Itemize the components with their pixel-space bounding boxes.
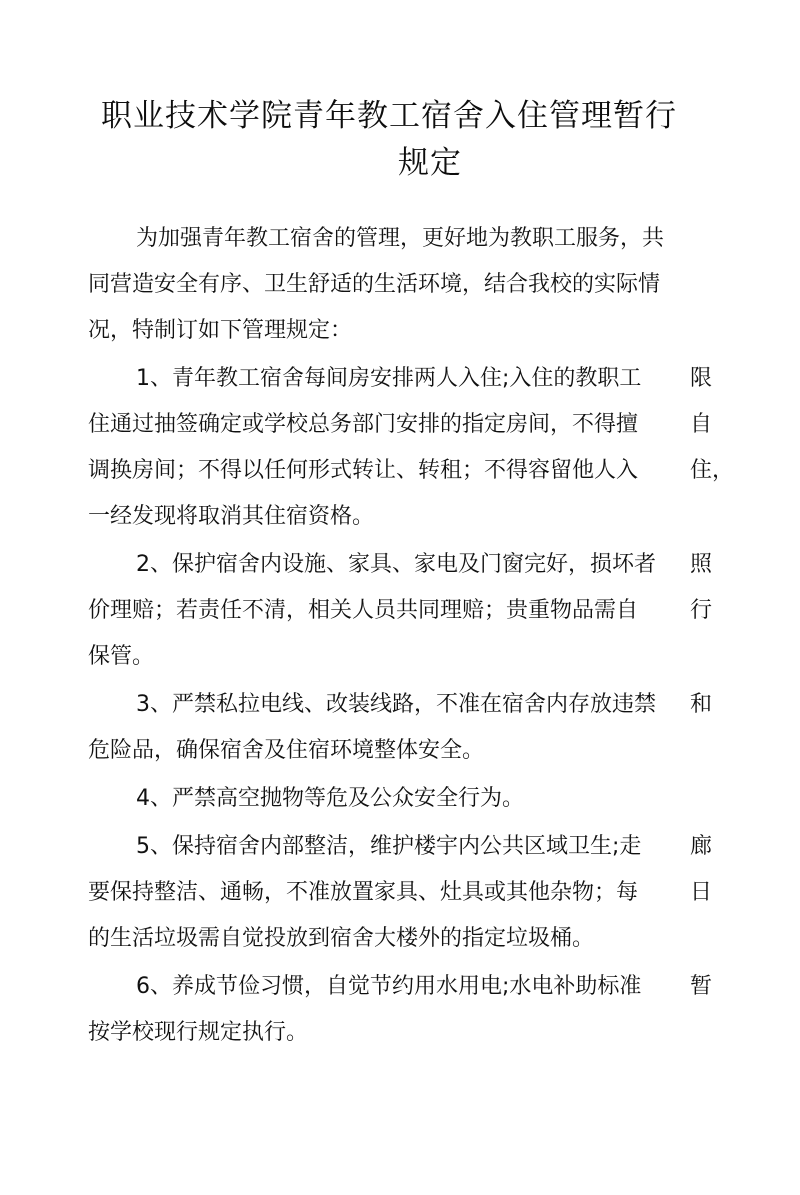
item1-line-3: 调换房间；不得以任何形式转让、转租；不得容留他人入 — [88, 458, 639, 483]
item6-line-1: 6、养成节俭习惯，自觉节约用水用电;水电补助标准 — [136, 974, 642, 999]
intro-line-2: 同营造安全有序、卫生舒适的生活环境，结合我校的实际情 — [88, 272, 661, 297]
intro-line-3: 况，特制订如下管理规定： — [88, 318, 353, 343]
item5-tail-1: 廊 — [690, 834, 713, 859]
item6-line-2: 按学校现行规定执行。 — [88, 1020, 309, 1045]
document-title-line-1: 职业技术学院青年教工宿舍入住管理暂行 — [101, 98, 677, 134]
intro-line-1: 为加强青年教工宿舍的管理，更好地为教职工服务，共 — [136, 226, 665, 251]
item2-line-2: 价理赔；若责任不清，相关人员共同理赔；贵重物品需自 — [88, 598, 639, 623]
document-title-line-2: 规定 — [398, 145, 462, 181]
item1-tail-1: 限 — [690, 366, 713, 391]
item5-line-1: 5、保持宿舍内部整洁，维护楼宇内公共区域卫生;走 — [136, 834, 642, 859]
item1-line-2: 住通过抽签确定或学校总务部门安排的指定房间，不得擅 — [88, 412, 639, 437]
item6-tail-1: 暂 — [690, 974, 713, 999]
item4-line-1: 4、严禁高空抛物等危及公众安全行为。 — [136, 786, 524, 811]
item3-line-2: 危险品，确保宿舍及住宿环境整体安全。 — [88, 738, 485, 763]
item1-tail-2: 自 — [690, 412, 713, 437]
item5-tail-2: 日 — [690, 880, 713, 905]
item2-line-1: 2、保护宿舍内设施、家具、家电及门窗完好，损坏者 — [136, 552, 656, 577]
item1-line-1: 1、青年教工宿舍每间房安排两人入住;入住的教职工 — [136, 366, 642, 391]
item1-line-4: 一经发现将取消其住宿资格。 — [88, 504, 375, 529]
item3-tail-1: 和 — [690, 692, 713, 717]
item5-line-3: 的生活垃圾需自觉投放到宿舍大楼外的指定垃圾桶。 — [88, 926, 595, 951]
item2-tail-1: 照 — [690, 552, 713, 577]
item1-tail-3: 住， — [690, 458, 735, 483]
item2-line-3: 保管。 — [88, 644, 155, 669]
item3-line-1: 3、严禁私拉电线、改装线路，不准在宿舍内存放违禁 — [136, 692, 656, 717]
item2-tail-2: 行 — [690, 598, 713, 623]
item5-line-2: 要保持整洁、通畅，不准放置家具、灶具或其他杂物；每 — [88, 880, 639, 905]
